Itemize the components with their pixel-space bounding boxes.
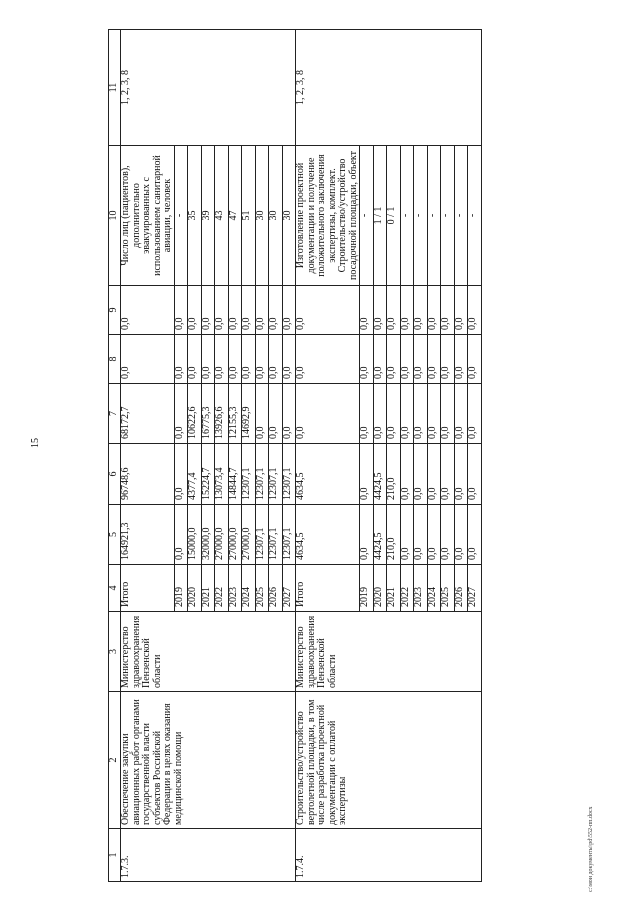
rotated-table-wrapper [108, 30, 578, 882]
year-c10: 43 [215, 146, 229, 286]
year-c10: - [400, 146, 414, 286]
item-number: 1.7.4. [296, 829, 482, 882]
year-c8: 0,0 [215, 335, 229, 384]
year-c9: 0,0 [282, 286, 296, 335]
year-c5: 12307,1 [255, 505, 269, 565]
year-c8: 0,0 [255, 335, 269, 384]
year-c9: 0,0 [360, 286, 374, 335]
col-header: 11 [109, 30, 121, 146]
total-c7: 68172,7 [121, 384, 175, 444]
year-c6: 12307,1 [242, 444, 256, 505]
year-c7: 0,0 [255, 384, 269, 444]
year-c8: 0,0 [360, 335, 374, 384]
program-table [108, 29, 482, 882]
year-c6: 15224,7 [201, 444, 215, 505]
year-c10: 30 [282, 146, 296, 286]
year-c5: 0,0 [174, 505, 188, 565]
year-c6: 210,0 [387, 444, 401, 505]
year-c8: 0,0 [174, 335, 188, 384]
page-number: 15 [30, 438, 41, 448]
year-cell: 2024 [242, 565, 256, 612]
total-c6: 96748,6 [121, 444, 175, 505]
year-c8: 0,0 [400, 335, 414, 384]
year-c7: 13926,6 [215, 384, 229, 444]
item-reference: 1, 2, 3, 8 [296, 30, 482, 146]
year-cell: 2025 [255, 565, 269, 612]
year-c9: 0,0 [468, 286, 482, 335]
year-c6: 0,0 [454, 444, 468, 505]
year-cell: 2020 [188, 565, 202, 612]
year-cell: 2021 [201, 565, 215, 612]
year-c6: 0,0 [414, 444, 428, 505]
year-c8: 0,0 [188, 335, 202, 384]
year-c7: 0,0 [360, 384, 374, 444]
year-c6: 4377,4 [188, 444, 202, 505]
year-c9: 0,0 [269, 286, 283, 335]
year-c8: 0,0 [468, 335, 482, 384]
year-c10: - [468, 146, 482, 286]
year-cell: 2026 [454, 565, 468, 612]
year-c7: 16775,3 [201, 384, 215, 444]
total-label: Итого [121, 565, 175, 612]
col-header: 8 [109, 335, 121, 384]
year-c8: 0,0 [201, 335, 215, 384]
year-c8: 0,0 [228, 335, 242, 384]
year-c5: 0,0 [427, 505, 441, 565]
year-c9: 0,0 [215, 286, 229, 335]
year-cell: 2024 [427, 565, 441, 612]
year-c5: 0,0 [468, 505, 482, 565]
year-c9: 0,0 [255, 286, 269, 335]
year-c6: 0,0 [441, 444, 455, 505]
year-c10: - [174, 146, 188, 286]
year-cell: 2019 [360, 565, 374, 612]
item-reference: 1, 2, 3, 8 [121, 30, 296, 146]
year-c9: 0,0 [201, 286, 215, 335]
year-cell: 2025 [441, 565, 455, 612]
item-name: Строительство/устройство вертолетной площадки, в том числе разработка проектной документации с оплатой экспертизы [296, 692, 482, 829]
year-c5: 210,0 [387, 505, 401, 565]
year-c7: 0,0 [427, 384, 441, 444]
year-c9: 0,0 [414, 286, 428, 335]
col-header: 4 [109, 565, 121, 612]
year-c8: 0,0 [269, 335, 283, 384]
year-c6: 12307,1 [282, 444, 296, 505]
year-c7: 0,0 [373, 384, 387, 444]
total-c9: 0,0 [296, 286, 360, 335]
year-c6: 0,0 [400, 444, 414, 505]
year-c7: 0,0 [441, 384, 455, 444]
year-c7: 0,0 [400, 384, 414, 444]
year-c6: 0,0 [360, 444, 374, 505]
year-c7: 12155,3 [228, 384, 242, 444]
year-c6: 4424,5 [373, 444, 387, 505]
year-cell: 2021 [387, 565, 401, 612]
table-row-total [121, 30, 175, 882]
year-c6: 12307,1 [255, 444, 269, 505]
year-c10: 35 [188, 146, 202, 286]
year-cell: 2023 [228, 565, 242, 612]
year-c7: 0,0 [269, 384, 283, 444]
year-c9: 0,0 [387, 286, 401, 335]
year-c10: - [441, 146, 455, 286]
year-c6: 0,0 [468, 444, 482, 505]
year-c5: 0,0 [400, 505, 414, 565]
year-c6: 12307,1 [269, 444, 283, 505]
year-c10: 39 [201, 146, 215, 286]
year-c7: 14692,9 [242, 384, 256, 444]
year-cell: 2027 [282, 565, 296, 612]
col-header: 3 [109, 612, 121, 692]
year-c5: 4424,5 [373, 505, 387, 565]
year-c7: 10622,6 [188, 384, 202, 444]
year-c7: 0,0 [454, 384, 468, 444]
col-header: 9 [109, 286, 121, 335]
year-c9: 0,0 [427, 286, 441, 335]
item-executor: Министерство здравоохранения Пензенской области [121, 612, 296, 692]
year-c7: 0,0 [387, 384, 401, 444]
year-c10: - [360, 146, 374, 286]
total-c9: 0,0 [121, 286, 175, 335]
year-cell: 2026 [269, 565, 283, 612]
col-header: 2 [109, 692, 121, 829]
item-indicator: Изготовление проектной документации и получение положительного заключения экспертизы, комплект. Строительство/устройство посадочной площадки, объект [296, 146, 360, 286]
year-c5: 12307,1 [282, 505, 296, 565]
year-c9: 0,0 [454, 286, 468, 335]
year-c6: 0,0 [174, 444, 188, 505]
table-row-total [296, 30, 360, 882]
year-c7: 0,0 [282, 384, 296, 444]
total-c5: 164921,3 [121, 505, 175, 565]
year-c5: 32000,0 [201, 505, 215, 565]
year-c10: 30 [269, 146, 283, 286]
year-c8: 0,0 [427, 335, 441, 384]
table-body [121, 30, 482, 882]
year-c6: 0,0 [427, 444, 441, 505]
col-header: 5 [109, 505, 121, 565]
year-cell: 2023 [414, 565, 428, 612]
year-c5: 15000,0 [188, 505, 202, 565]
item-name: Обеспечение закупки авиационных работ органами государственной власти субъектов Российской Федерации в целях оказания медицинской помощи [121, 692, 296, 829]
item-number: 1.7.3. [121, 829, 296, 882]
year-c10: - [414, 146, 428, 286]
year-c5: 0,0 [360, 505, 374, 565]
year-c7: 0,0 [468, 384, 482, 444]
year-c6: 14844,7 [228, 444, 242, 505]
year-c9: 0,0 [373, 286, 387, 335]
total-label: Итого [296, 565, 360, 612]
year-c8: 0,0 [454, 335, 468, 384]
year-c10: 47 [228, 146, 242, 286]
year-c5: 27000,0 [242, 505, 256, 565]
year-c10: 0 / 1 [387, 146, 401, 286]
year-c8: 0,0 [441, 335, 455, 384]
year-cell: 2027 [468, 565, 482, 612]
item-indicator: Число лиц (пациентов), дополнительно эвакуированных с использованием санитарной авиации, человек [121, 146, 175, 286]
year-c8: 0,0 [282, 335, 296, 384]
year-cell: 2022 [215, 565, 229, 612]
col-header: 6 [109, 444, 121, 505]
year-c5: 27000,0 [228, 505, 242, 565]
total-c7: 0,0 [296, 384, 360, 444]
year-c7: 0,0 [174, 384, 188, 444]
item-executor: Министерство здравоохранения Пензенской области [296, 612, 482, 692]
footer-file-path: c:\мои документы\pd\552-пп.docx [588, 806, 594, 892]
year-c9: 0,0 [174, 286, 188, 335]
year-c5: 27000,0 [215, 505, 229, 565]
year-c7: 0,0 [414, 384, 428, 444]
year-c9: 0,0 [228, 286, 242, 335]
total-c8: 0,0 [121, 335, 175, 384]
col-header: 10 [109, 146, 121, 286]
year-c5: 12307,1 [269, 505, 283, 565]
year-cell: 2022 [400, 565, 414, 612]
year-c5: 0,0 [414, 505, 428, 565]
year-cell: 2019 [174, 565, 188, 612]
year-c10: 30 [255, 146, 269, 286]
year-c8: 0,0 [414, 335, 428, 384]
year-c9: 0,0 [242, 286, 256, 335]
year-c9: 0,0 [441, 286, 455, 335]
year-c10: 51 [242, 146, 256, 286]
year-cell: 2020 [373, 565, 387, 612]
year-c10: 1 / 1 [373, 146, 387, 286]
total-c8: 0,0 [296, 335, 360, 384]
year-c8: 0,0 [373, 335, 387, 384]
total-c6: 4634,5 [296, 444, 360, 505]
col-header: 1 [109, 829, 121, 882]
col-header: 7 [109, 384, 121, 444]
year-c8: 0,0 [387, 335, 401, 384]
year-c10: - [427, 146, 441, 286]
year-c5: 0,0 [454, 505, 468, 565]
total-c5: 4634,5 [296, 505, 360, 565]
year-c6: 13073,4 [215, 444, 229, 505]
column-number-row [109, 30, 121, 882]
year-c9: 0,0 [188, 286, 202, 335]
year-c5: 0,0 [441, 505, 455, 565]
year-c10: - [454, 146, 468, 286]
year-c9: 0,0 [400, 286, 414, 335]
year-c8: 0,0 [242, 335, 256, 384]
